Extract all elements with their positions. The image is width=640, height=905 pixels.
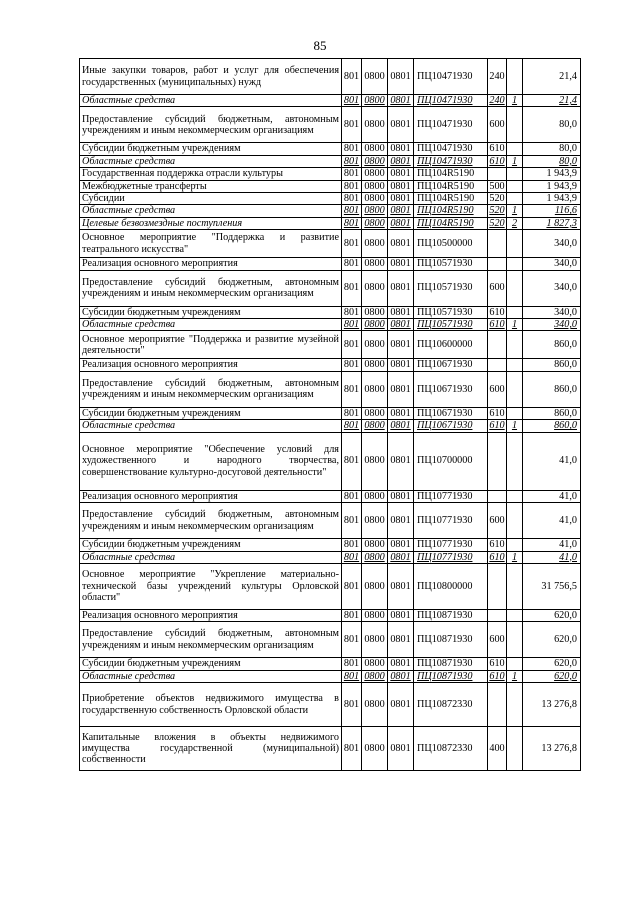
item-name-cell: Субсидии бюджетным учреждениям (80, 306, 342, 318)
department-code-cell: 801 (342, 59, 362, 95)
subsection-code-cell: 0801 (388, 539, 414, 551)
table-body (80, 59, 581, 771)
expense-type-cell: 610 (489, 319, 505, 331)
table-row (80, 95, 581, 107)
section-code-cell: 0800 (362, 205, 388, 217)
amount-cell: 340,0 (523, 306, 581, 318)
expense-type-cell: 600 (488, 107, 507, 143)
funding-source-cell (507, 539, 523, 551)
section-code-cell: 0800 (362, 727, 388, 771)
item-name-cell: Областные средства (80, 319, 342, 331)
funding-source-cell (507, 306, 523, 318)
funding-source-cell (507, 59, 523, 95)
department-code-cell: 801 (342, 670, 362, 682)
item-name-cell: Предоставление субсидий бюджетным, автономным учреждениям и иным некоммерческим организациям (80, 107, 342, 143)
target-article-cell: ПЦ104R5190 (414, 180, 488, 192)
funding-source-cell: 2 (507, 217, 523, 229)
section-code-cell: 0800 (362, 155, 388, 167)
table-row (80, 420, 581, 432)
item-name-cell: Областные средства (80, 155, 342, 167)
funding-source-cell (507, 270, 523, 306)
department-code-cell: 801 (342, 193, 362, 205)
amount-cell: 1 943,9 (523, 168, 581, 180)
expense-type-cell: 610 (489, 670, 505, 682)
subsection-code-cell: 0801 (388, 143, 414, 155)
item-name-cell: Субсидии бюджетным учреждениям (80, 539, 342, 551)
item-name-cell: Субсидии бюджетным учреждениям (80, 658, 342, 670)
section-code-cell: 0800 (362, 107, 388, 143)
funding-source-cell (507, 490, 523, 502)
target-article-cell: ПЦ10500000 (414, 230, 488, 258)
expense-type-cell: 400 (488, 727, 507, 771)
department-code-cell: 801 (342, 306, 362, 318)
target-article-cell: ПЦ10871930 (414, 622, 488, 658)
funding-source-cell: 1 (507, 205, 523, 217)
table-row (80, 193, 581, 205)
item-name-cell: Основное мероприятие "Обеспечение условий для художественного и народного творчества, совершенствование культурно-досуговой деятельности" (80, 432, 342, 490)
item-name-cell: Межбюджетные трансферты (80, 180, 342, 192)
subsection-code-cell: 0801 (388, 371, 414, 407)
table-row (80, 683, 581, 727)
subsection-code-cell: 0801 (388, 359, 414, 371)
section-code-cell: 0800 (362, 503, 388, 539)
expense-type-cell: 520 (489, 193, 505, 205)
expense-type-cell: 610 (489, 407, 505, 419)
amount-cell: 80,0 (523, 155, 581, 167)
subsection-code-cell: 0801 (388, 270, 414, 306)
department-code-cell: 801 (342, 727, 362, 771)
item-name-cell: Областные средства (80, 551, 342, 563)
table-row (80, 331, 581, 359)
department-code-cell: 801 (342, 539, 362, 551)
funding-source-cell (507, 658, 523, 670)
table-row (80, 539, 581, 551)
department-code-cell: 801 (342, 622, 362, 658)
target-article-cell: ПЦ10471930 (414, 143, 488, 155)
table-row (80, 217, 581, 229)
funding-source-cell (507, 168, 523, 180)
funding-source-cell (507, 371, 523, 407)
amount-cell: 41,0 (523, 490, 581, 502)
section-code-cell: 0800 (362, 168, 388, 180)
target-article-cell: ПЦ10771930 (414, 551, 488, 563)
expense-type-cell: 610 (489, 551, 505, 563)
subsection-code-cell: 0801 (388, 205, 414, 217)
section-code-cell: 0800 (362, 143, 388, 155)
subsection-code-cell: 0801 (388, 490, 414, 502)
section-code-cell: 0800 (362, 683, 388, 727)
expense-type-cell: 610 (489, 658, 505, 670)
department-code-cell: 801 (342, 95, 362, 107)
target-article-cell: ПЦ10471930 (414, 95, 488, 107)
amount-cell: 620,0 (523, 670, 581, 682)
amount-cell: 340,0 (523, 230, 581, 258)
subsection-code-cell: 0801 (388, 658, 414, 670)
subsection-code-cell: 0801 (388, 670, 414, 682)
amount-cell: 1 827,3 (523, 217, 581, 229)
amount-cell: 860,0 (523, 371, 581, 407)
section-code-cell: 0800 (362, 95, 388, 107)
expense-type-cell: 600 (488, 503, 507, 539)
subsection-code-cell: 0801 (388, 683, 414, 727)
target-article-cell: ПЦ10771930 (414, 503, 488, 539)
amount-cell: 13 276,8 (523, 683, 581, 727)
item-name-cell: Капитальные вложения в объекты недвижимого имущества государственной (муниципальной) собственности (80, 727, 342, 771)
subsection-code-cell: 0801 (388, 432, 414, 490)
amount-cell: 340,0 (523, 319, 581, 331)
section-code-cell: 0800 (362, 193, 388, 205)
section-code-cell: 0800 (362, 319, 388, 331)
department-code-cell: 801 (342, 490, 362, 502)
department-code-cell: 801 (342, 217, 362, 229)
item-name-cell: Областные средства (80, 670, 342, 682)
table-row (80, 143, 581, 155)
item-name-cell: Областные средства (80, 420, 342, 432)
table-row (80, 168, 581, 180)
funding-source-cell: 1 (507, 319, 523, 331)
item-name-cell: Основное мероприятие "Поддержка и развитие театрального искусства" (80, 230, 342, 258)
target-article-cell: ПЦ10671930 (414, 407, 488, 419)
amount-cell: 860,0 (523, 420, 581, 432)
department-code-cell: 801 (342, 107, 362, 143)
subsection-code-cell: 0801 (388, 622, 414, 658)
funding-source-cell (507, 622, 523, 658)
table-row (80, 359, 581, 371)
funding-source-cell (507, 180, 523, 192)
amount-cell: 620,0 (523, 658, 581, 670)
amount-cell: 1 943,9 (523, 193, 581, 205)
target-article-cell: ПЦ10771930 (414, 539, 488, 551)
subsection-code-cell: 0801 (388, 727, 414, 771)
item-name-cell: Субсидии (80, 193, 342, 205)
item-name-cell: Предоставление субсидий бюджетным, автономным учреждениям и иным некоммерческим организациям (80, 622, 342, 658)
department-code-cell: 801 (342, 359, 362, 371)
subsection-code-cell: 0801 (388, 168, 414, 180)
table-row (80, 670, 581, 682)
table-row (80, 551, 581, 563)
table-row (80, 258, 581, 270)
department-code-cell: 801 (342, 420, 362, 432)
section-code-cell: 0800 (362, 331, 388, 359)
department-code-cell: 801 (342, 683, 362, 727)
subsection-code-cell: 0801 (388, 230, 414, 258)
section-code-cell: 0800 (362, 539, 388, 551)
amount-cell: 340,0 (523, 258, 581, 270)
department-code-cell: 801 (342, 319, 362, 331)
table-row (80, 180, 581, 192)
funding-source-cell (507, 609, 523, 621)
subsection-code-cell: 0801 (388, 180, 414, 192)
funding-source-cell (507, 143, 523, 155)
table-row (80, 503, 581, 539)
expense-type-cell (488, 258, 507, 270)
amount-cell: 41,0 (523, 539, 581, 551)
item-name-cell: Реализация основного мероприятия (80, 258, 342, 270)
amount-cell: 1 943,9 (523, 180, 581, 192)
expense-type-cell: 500 (489, 180, 505, 192)
table-row (80, 658, 581, 670)
subsection-code-cell: 0801 (388, 59, 414, 95)
department-code-cell: 801 (342, 407, 362, 419)
expense-type-cell (488, 683, 507, 727)
department-code-cell: 801 (342, 155, 362, 167)
target-article-cell: ПЦ104R5190 (414, 205, 488, 217)
expense-type-cell (488, 563, 507, 609)
amount-cell: 13 276,8 (523, 727, 581, 771)
budget-table (79, 58, 581, 771)
table-row (80, 306, 581, 318)
item-name-cell: Реализация основного мероприятия (80, 609, 342, 621)
target-article-cell: ПЦ10700000 (414, 432, 488, 490)
expense-type-cell (488, 331, 507, 359)
item-name-cell: Государственная поддержка отрасли культуры (80, 168, 342, 180)
amount-cell: 620,0 (523, 609, 581, 621)
subsection-code-cell: 0801 (388, 551, 414, 563)
department-code-cell: 801 (342, 371, 362, 407)
section-code-cell: 0800 (362, 563, 388, 609)
table-row (80, 107, 581, 143)
item-name-cell: Областные средства (80, 95, 342, 107)
table-row (80, 319, 581, 331)
funding-source-cell (507, 727, 523, 771)
target-article-cell: ПЦ10800000 (414, 563, 488, 609)
amount-cell: 860,0 (523, 359, 581, 371)
item-name-cell: Реализация основного мероприятия (80, 359, 342, 371)
table-row (80, 563, 581, 609)
funding-source-cell (507, 407, 523, 419)
department-code-cell: 801 (342, 180, 362, 192)
amount-cell: 41,0 (523, 432, 581, 490)
expense-type-cell (488, 359, 507, 371)
target-article-cell: ПЦ10871930 (414, 670, 488, 682)
target-article-cell: ПЦ10600000 (414, 331, 488, 359)
target-article-cell: ПЦ10671930 (414, 359, 488, 371)
item-name-cell: Предоставление субсидий бюджетным, автономным учреждениям и иным некоммерческим организациям (80, 270, 342, 306)
target-article-cell: ПЦ10571930 (414, 270, 488, 306)
expense-type-cell (488, 432, 507, 490)
section-code-cell: 0800 (362, 407, 388, 419)
department-code-cell: 801 (342, 563, 362, 609)
subsection-code-cell: 0801 (388, 155, 414, 167)
amount-cell: 116,6 (523, 205, 581, 217)
subsection-code-cell: 0801 (388, 331, 414, 359)
section-code-cell: 0800 (362, 258, 388, 270)
department-code-cell: 801 (342, 230, 362, 258)
funding-source-cell: 1 (507, 95, 523, 107)
funding-source-cell (507, 563, 523, 609)
table-row (80, 155, 581, 167)
target-article-cell: ПЦ104R5190 (414, 217, 488, 229)
table-row (80, 59, 581, 95)
item-name-cell: Областные средства (80, 205, 342, 217)
section-code-cell: 0800 (362, 180, 388, 192)
table-row (80, 371, 581, 407)
expense-type-cell: 240 (488, 59, 507, 95)
section-code-cell: 0800 (362, 551, 388, 563)
section-code-cell: 0800 (362, 432, 388, 490)
section-code-cell: 0800 (362, 490, 388, 502)
department-code-cell: 801 (342, 205, 362, 217)
amount-cell: 620,0 (523, 622, 581, 658)
target-article-cell: ПЦ104R5190 (414, 168, 488, 180)
expense-type-cell (488, 490, 507, 502)
amount-cell: 860,0 (523, 331, 581, 359)
target-article-cell: ПЦ10471930 (414, 155, 488, 167)
expense-type-cell (488, 230, 507, 258)
expense-type-cell: 520 (489, 205, 505, 217)
item-name-cell: Основное мероприятие "Поддержка и развитие музейной деятельности" (80, 331, 342, 359)
subsection-code-cell: 0801 (388, 217, 414, 229)
subsection-code-cell: 0801 (388, 95, 414, 107)
expense-type-cell: 610 (489, 420, 505, 432)
amount-cell: 80,0 (523, 143, 581, 155)
funding-source-cell: 1 (507, 551, 523, 563)
funding-source-cell: 1 (507, 670, 523, 682)
section-code-cell: 0800 (362, 609, 388, 621)
department-code-cell: 801 (342, 331, 362, 359)
department-code-cell: 801 (342, 258, 362, 270)
funding-source-cell: 1 (507, 155, 523, 167)
expense-type-cell: 600 (488, 622, 507, 658)
expense-type-cell: 610 (489, 306, 505, 318)
section-code-cell: 0800 (362, 371, 388, 407)
subsection-code-cell: 0801 (388, 420, 414, 432)
expense-type-cell: 240 (489, 95, 505, 106)
item-name-cell: Субсидии бюджетным учреждениям (80, 143, 342, 155)
target-article-cell: ПЦ10872330 (414, 727, 488, 771)
table-row (80, 432, 581, 490)
section-code-cell: 0800 (362, 670, 388, 682)
subsection-code-cell: 0801 (388, 306, 414, 318)
item-name-cell: Целевые безвозмездные поступления (80, 217, 342, 229)
table-row (80, 230, 581, 258)
funding-source-cell (507, 230, 523, 258)
section-code-cell: 0800 (362, 230, 388, 258)
subsection-code-cell: 0801 (388, 193, 414, 205)
department-code-cell: 801 (342, 432, 362, 490)
target-article-cell: ПЦ10871930 (414, 658, 488, 670)
target-article-cell: ПЦ10471930 (414, 59, 488, 95)
subsection-code-cell: 0801 (388, 258, 414, 270)
department-code-cell: 801 (342, 609, 362, 621)
item-name-cell: Предоставление субсидий бюджетным, автономным учреждениям и иным некоммерческим организациям (80, 371, 342, 407)
expense-type-cell: 610 (489, 155, 505, 167)
section-code-cell: 0800 (362, 270, 388, 306)
section-code-cell: 0800 (362, 306, 388, 318)
target-article-cell: ПЦ10571930 (414, 258, 488, 270)
subsection-code-cell: 0801 (388, 107, 414, 143)
target-article-cell: ПЦ10771930 (414, 490, 488, 502)
amount-cell: 31 756,5 (523, 563, 581, 609)
table-row (80, 727, 581, 771)
target-article-cell: ПЦ10671930 (414, 420, 488, 432)
table-row (80, 490, 581, 502)
target-article-cell: ПЦ10571930 (414, 319, 488, 331)
department-code-cell: 801 (342, 658, 362, 670)
expense-type-cell (488, 168, 507, 180)
section-code-cell: 0800 (362, 622, 388, 658)
item-name-cell: Основное мероприятие "Укрепление материально-технической базы учреждений культуры Орловской области" (80, 563, 342, 609)
amount-cell: 41,0 (523, 503, 581, 539)
table-row (80, 205, 581, 217)
department-code-cell: 801 (342, 503, 362, 539)
expense-type-cell: 600 (488, 270, 507, 306)
section-code-cell: 0800 (362, 420, 388, 432)
department-code-cell: 801 (342, 270, 362, 306)
department-code-cell: 801 (342, 143, 362, 155)
subsection-code-cell: 0801 (388, 563, 414, 609)
funding-source-cell (507, 107, 523, 143)
table-row (80, 270, 581, 306)
item-name-cell: Иные закупки товаров, работ и услуг для обеспечения государственных (муниципальных) нужд (80, 59, 342, 95)
expense-type-cell: 520 (489, 217, 505, 229)
expense-type-cell: 610 (489, 143, 505, 155)
target-article-cell: ПЦ10872330 (414, 683, 488, 727)
table-row (80, 622, 581, 658)
funding-source-cell (507, 331, 523, 359)
expense-type-cell: 610 (489, 539, 505, 551)
subsection-code-cell: 0801 (388, 407, 414, 419)
target-article-cell: ПЦ10571930 (414, 306, 488, 318)
funding-source-cell (507, 503, 523, 539)
department-code-cell: 801 (342, 168, 362, 180)
item-name-cell: Предоставление субсидий бюджетным, автономным учреждениям и иным некоммерческим организациям (80, 503, 342, 539)
table-row (80, 407, 581, 419)
expense-type-cell (488, 609, 507, 621)
target-article-cell: ПЦ104R5190 (414, 193, 488, 205)
item-name-cell: Субсидии бюджетным учреждениям (80, 407, 342, 419)
subsection-code-cell: 0801 (388, 319, 414, 331)
funding-source-cell (507, 193, 523, 205)
subsection-code-cell: 0801 (388, 503, 414, 539)
funding-source-cell (507, 359, 523, 371)
target-article-cell: ПЦ10671930 (414, 371, 488, 407)
department-code-cell: 801 (342, 551, 362, 563)
amount-cell: 21,4 (523, 95, 581, 107)
amount-cell: 860,0 (523, 407, 581, 419)
item-name-cell: Реализация основного мероприятия (80, 490, 342, 502)
page-number: 85 (313, 38, 327, 53)
table-row (80, 609, 581, 621)
funding-source-cell: 1 (507, 420, 523, 432)
amount-cell: 41,0 (523, 551, 581, 563)
section-code-cell: 0800 (362, 359, 388, 371)
amount-cell: 340,0 (523, 270, 581, 306)
funding-source-cell (507, 683, 523, 727)
subsection-code-cell: 0801 (388, 609, 414, 621)
target-article-cell: ПЦ10471930 (414, 107, 488, 143)
section-code-cell: 0800 (362, 217, 388, 229)
funding-source-cell (507, 258, 523, 270)
item-name-cell: Приобретение объектов недвижимого имущества в государственную собственность Орловской области (80, 683, 342, 727)
amount-cell: 80,0 (523, 107, 581, 143)
section-code-cell: 0800 (362, 658, 388, 670)
funding-source-cell (507, 432, 523, 490)
section-code-cell: 0800 (362, 59, 388, 95)
amount-cell: 21,4 (523, 59, 581, 95)
target-article-cell: ПЦ10871930 (414, 609, 488, 621)
expense-type-cell: 600 (488, 371, 507, 407)
